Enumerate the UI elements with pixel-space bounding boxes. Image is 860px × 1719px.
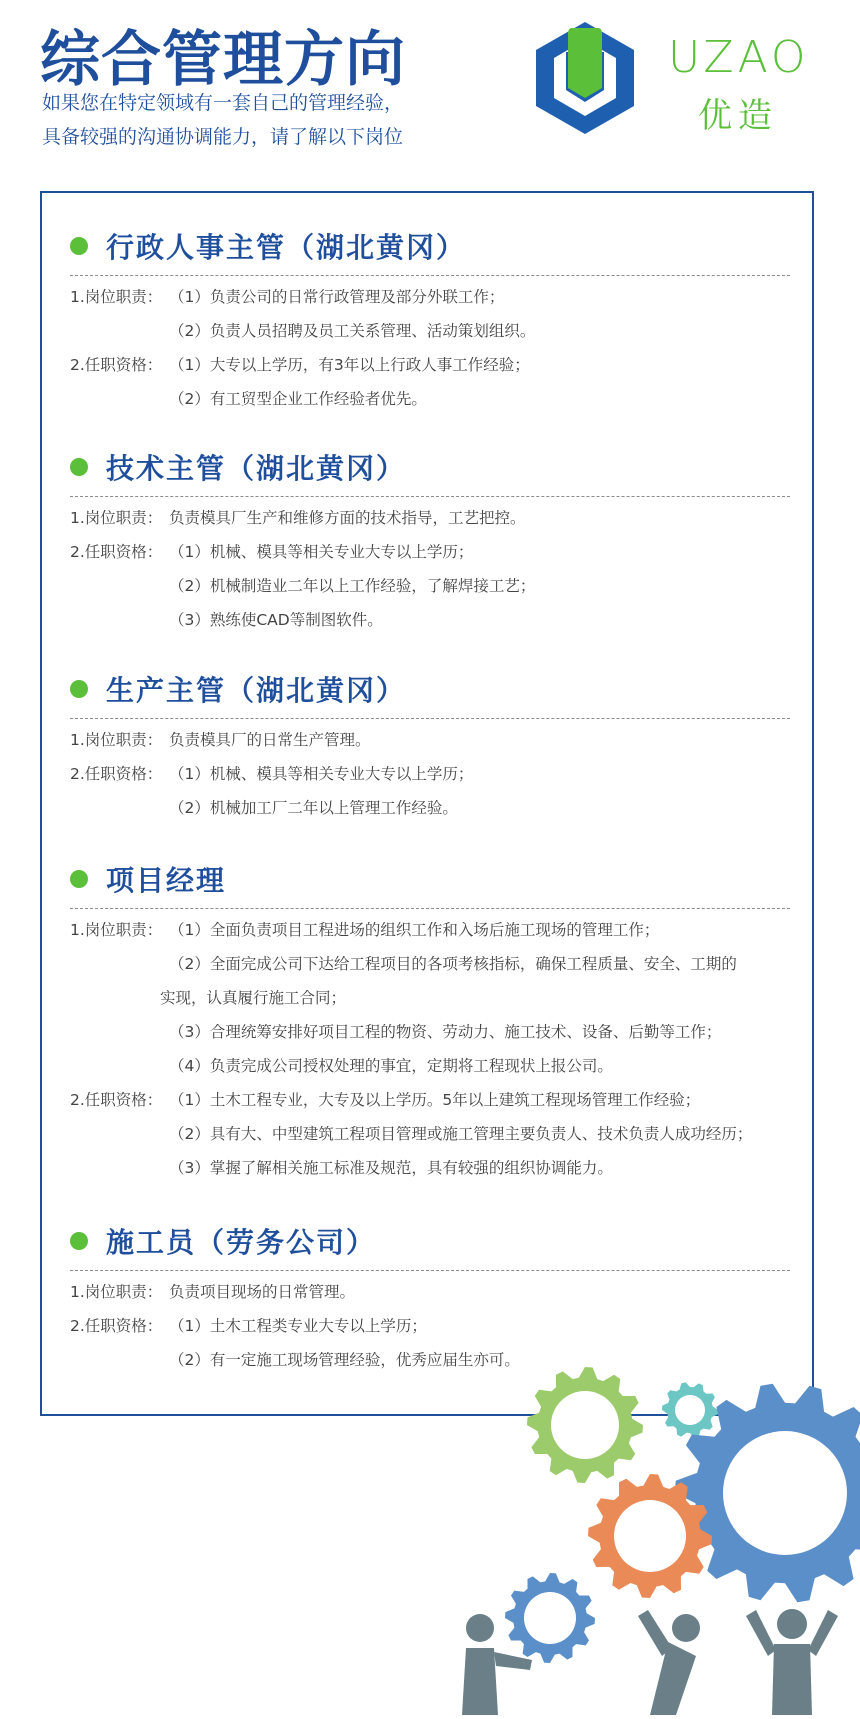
- requirement-row: [70, 1151, 790, 1185]
- requirement-row: [70, 348, 790, 382]
- requirement-row: [70, 280, 790, 314]
- row-text: 负责模具厂的日常生产管理。: [169, 731, 371, 749]
- row-label: [70, 947, 169, 981]
- section-header: [70, 223, 790, 269]
- requirement-row: [70, 1015, 790, 1049]
- requirement-row: [70, 535, 790, 569]
- dashed-divider: [70, 718, 790, 719]
- row-label: [70, 1015, 169, 1049]
- row-text: （2）负责人员招聘及员工关系管理、活动策划组织。: [169, 322, 536, 340]
- row-text: （3）掌握了解相关施工标准及规范，具有较强的组织协调能力。: [169, 1159, 613, 1177]
- section-header: [70, 1218, 790, 1264]
- logo-text-cn: 优造: [698, 96, 778, 136]
- teal-gear-icon: [662, 1382, 718, 1437]
- row-label: 1.岗位职责：: [70, 921, 163, 939]
- bullet-dot-icon: [70, 680, 88, 698]
- row-text: 实现，认真履行施工合同；: [160, 989, 347, 1007]
- requirement-row: [70, 913, 790, 947]
- position-section: [70, 666, 790, 825]
- section-header: [70, 856, 790, 902]
- row-text: （1）土木工程类专业大专以上学历；: [169, 1317, 427, 1335]
- row-label: [70, 1151, 169, 1185]
- dashed-divider: [70, 496, 790, 497]
- requirement-row: [70, 603, 790, 637]
- section-title: 生产主管（湖北黄冈）: [106, 674, 407, 707]
- bullet-dot-icon: [70, 870, 88, 888]
- row-text: （2）机械加工厂二年以上管理工作经验。: [169, 799, 458, 817]
- row-text: （1）全面负责项目工程进场的组织工作和入场后施工现场的管理工作；: [169, 921, 660, 939]
- requirement-row: [70, 1049, 790, 1083]
- position-section: [70, 856, 790, 1185]
- requirement-row: [70, 314, 790, 348]
- teamwork-gears-illustration: [440, 1360, 860, 1715]
- section-title: 项目经理: [106, 864, 227, 897]
- row-label: 2.任职资格：: [70, 1091, 163, 1109]
- row-label: [70, 569, 169, 603]
- row-text: （2）有工贸型企业工作经验者优先。: [169, 390, 427, 408]
- requirement-row: [70, 382, 790, 416]
- row-label: 1.岗位职责：: [70, 509, 163, 527]
- dashed-divider: [70, 275, 790, 276]
- row-label: [70, 1049, 169, 1083]
- requirement-row: [70, 791, 790, 825]
- requirement-row: [70, 501, 790, 535]
- row-text: （2）具有大、中型建筑工程项目管理或施工管理主要负责人、技术负责人成功经历；: [169, 1125, 753, 1143]
- requirement-row: [70, 757, 790, 791]
- row-label: 1.岗位职责：: [70, 288, 163, 306]
- row-label: 1.岗位职责：: [70, 731, 163, 749]
- row-label: [70, 382, 169, 416]
- section-header: [70, 444, 790, 490]
- position-section: [70, 1218, 790, 1377]
- requirement-row: [70, 1275, 790, 1309]
- row-text: （2）全面完成公司下达给工程项目的各项考核指标，确保工程质量、安全、工期的: [169, 955, 737, 973]
- row-label: [70, 1117, 169, 1151]
- positions-card: [40, 191, 814, 1416]
- row-text: （2）有一定施工现场管理经验，优秀应届生亦可。: [169, 1351, 520, 1369]
- row-label: 2.任职资格：: [70, 356, 163, 374]
- row-text: （3）熟练使CAD等制图软件。: [169, 611, 383, 629]
- person-lifting-icon: [638, 1610, 700, 1715]
- gears-icon: [440, 1360, 860, 1715]
- row-text: （4）负责完成公司授权处理的事宜，定期将工程现状上报公司。: [169, 1057, 613, 1075]
- row-text: 负责模具厂生产和维修方面的技术指导，工艺把控。: [169, 509, 526, 527]
- page-title: 综合管理方向: [40, 25, 406, 95]
- bullet-dot-icon: [70, 237, 88, 255]
- row-label: 2.任职资格：: [70, 765, 163, 783]
- row-label: [70, 791, 169, 825]
- requirement-row: [70, 981, 790, 1015]
- requirement-row: [70, 1117, 790, 1151]
- row-text: （1）机械、模具等相关专业大专以上学历；: [169, 765, 474, 783]
- row-label: [70, 1343, 169, 1377]
- row-label: 2.任职资格：: [70, 543, 163, 561]
- person-cheering-icon: [746, 1609, 838, 1715]
- logo-text: UZAO: [668, 32, 810, 83]
- requirement-row: [70, 1083, 790, 1117]
- row-label: [70, 603, 169, 637]
- section-title: 行政人事主管（湖北黄冈）: [106, 231, 467, 264]
- section-header: [70, 666, 790, 712]
- requirement-row: [70, 569, 790, 603]
- requirement-row: [70, 1309, 790, 1343]
- green-gear-icon: [527, 1367, 643, 1483]
- row-label: 1.岗位职责：: [70, 1283, 163, 1301]
- row-text: （1）负责公司的日常行政管理及部分外联工作；: [169, 288, 505, 306]
- section-title: 施工员（劳务公司）: [106, 1226, 377, 1259]
- dashed-divider: [70, 1270, 790, 1271]
- requirement-row: [70, 723, 790, 757]
- bullet-dot-icon: [70, 458, 88, 476]
- row-text: （2）机械制造业二年以上工作经验，了解焊接工艺；: [169, 577, 536, 595]
- row-text: （1）大专以上学历，有3年以上行政人事工作经验；: [169, 356, 530, 374]
- row-label: 2.任职资格：: [70, 1317, 163, 1335]
- position-section: [70, 444, 790, 637]
- position-section: [70, 223, 790, 416]
- section-title: 技术主管（湖北黄冈）: [106, 452, 407, 485]
- row-text: （3）合理统筹安排好项目工程的物资、劳动力、施工技术、设备、后勤等工作；: [169, 1023, 722, 1041]
- intro-text: [42, 86, 403, 154]
- intro-line-1: 如果您在特定领域有一套自己的管理经验，: [42, 92, 404, 114]
- small-blue-gear-icon: [505, 1573, 595, 1663]
- intro-line-2: 具备较强的沟通协调能力，请了解以下岗位: [42, 126, 404, 148]
- row-text: 负责项目现场的日常管理。: [169, 1283, 356, 1301]
- dashed-divider: [70, 908, 790, 909]
- row-text: （1）土木工程专业，大专及以上学历。5年以上建筑工程现场管理工作经验；: [169, 1091, 701, 1109]
- requirement-row: [70, 947, 790, 981]
- uzao-logo: [530, 18, 830, 143]
- bullet-dot-icon: [70, 1232, 88, 1250]
- header: [0, 0, 860, 170]
- logo-hexagon-icon: [530, 18, 640, 136]
- row-label: [70, 314, 169, 348]
- row-text: （1）机械、模具等相关专业大专以上学历；: [169, 543, 474, 561]
